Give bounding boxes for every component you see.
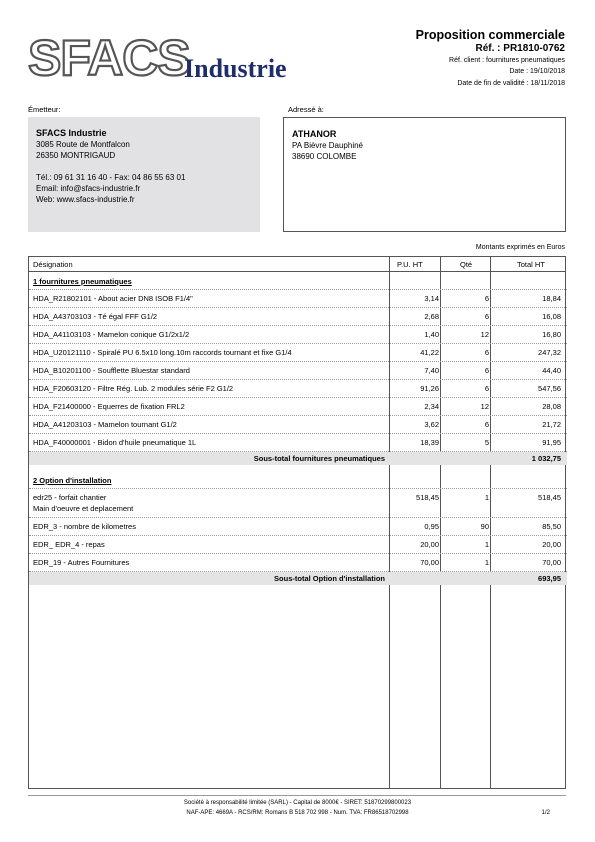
item-unit-price: 0,95 [424, 522, 439, 531]
item-quantity: 12 [480, 402, 489, 411]
item-designation: HDA_R21802101 - About acier DN8 ISOB F1/4" [33, 294, 193, 303]
item-quantity: 6 [484, 348, 489, 357]
sender-address-2: 26350 MONTRIGAUD [36, 151, 116, 160]
item-total: 518,45 [538, 493, 561, 502]
item-unit-price: 91,26 [420, 384, 439, 393]
row-separator [29, 553, 567, 554]
item-designation: edr25 - forfait chantier [33, 493, 107, 502]
item-designation: EDR_ EDR_4 - repas [33, 540, 105, 549]
item-quantity: 1 [484, 540, 489, 549]
item-designation: HDA_A41203103 - Mamelon tournant G1/2 [33, 420, 177, 429]
item-quantity: 1 [484, 493, 489, 502]
item-designation: HDA_A43703103 - Té égal FFF G1/2 [33, 312, 158, 321]
row-separator [29, 361, 567, 362]
subtotal-value: 1 032,75 [531, 454, 561, 463]
item-designation: HDA_A41103103 - Mamelon conique G1/2x1/2 [33, 330, 190, 339]
header-designation: Désignation [33, 260, 73, 269]
item-total: 18,84 [542, 294, 561, 303]
item-unit-price: 41,22 [420, 348, 439, 357]
item-designation: EDR_19 - Autres Fournitures [33, 558, 130, 567]
sender-address-1: 3085 Route de Montfalcon [36, 140, 130, 149]
page-number: 1/2 [541, 810, 550, 816]
item-designation: HDA_F21400000 - Equerres de fixation FRL2 [33, 402, 185, 411]
sender-label: Émetteur: [28, 105, 61, 114]
item-unit-price: 2,34 [424, 402, 439, 411]
row-separator [29, 415, 567, 416]
item-quantity: 12 [480, 330, 489, 339]
item-unit-price: 3,62 [424, 420, 439, 429]
header-total: Total HT [517, 260, 545, 269]
row-separator [29, 343, 567, 344]
row-separator [29, 535, 567, 536]
subtotal-value: 693,95 [538, 574, 561, 583]
item-designation: HDA_U20121110 - Spiralé PU 6.5x10 long.10m raccords tournant et fixe G1/4 [33, 348, 292, 357]
sender-box [28, 117, 260, 232]
row-separator [29, 325, 567, 326]
sender-email: Email: info@sfacs-industrie.fr [36, 184, 141, 193]
item-quantity: 5 [484, 438, 489, 447]
recipient-box [283, 117, 566, 232]
footer-divider [28, 795, 566, 796]
recipient-label: Adressé à: [288, 105, 324, 114]
item-unit-price: 18,39 [420, 438, 439, 447]
row-separator [29, 397, 567, 398]
recipient-address-1: PA Bièvre Dauphiné [292, 141, 364, 150]
item-quantity: 6 [484, 294, 489, 303]
section-title: 2 Option d'installation [33, 476, 112, 485]
validity-date: Date de fin de validité : 18/11/2018 [457, 80, 565, 87]
item-total: 20,00 [542, 540, 561, 549]
document-title: Proposition commerciale [415, 28, 565, 42]
item-unit-price: 2,68 [424, 312, 439, 321]
item-quantity: 6 [484, 312, 489, 321]
recipient-address-2: 38690 COLOMBE [292, 152, 357, 161]
item-total: 91,95 [542, 438, 561, 447]
subtotal-row [29, 572, 567, 585]
subtotal-label: Sous-total Option d'installation [274, 574, 385, 583]
item-total: 28,08 [542, 402, 561, 411]
item-total: 247,32 [538, 348, 561, 357]
item-unit-price: 7,40 [424, 366, 439, 375]
item-quantity: 90 [480, 522, 489, 531]
item-designation-detail: Main d'oeuvre et deplacement [33, 504, 134, 513]
item-quantity: 1 [484, 558, 489, 567]
sender-web: Web: www.sfacs-industrie.fr [36, 195, 135, 204]
item-unit-price: 70,00 [420, 558, 439, 567]
sender-name: SFACS Industrie [36, 128, 107, 138]
item-total: 21,72 [542, 420, 561, 429]
header-quantity: Qté [460, 260, 473, 269]
item-quantity: 6 [484, 366, 489, 375]
item-unit-price: 518,45 [416, 493, 439, 502]
row-separator [29, 307, 567, 308]
document-date: Date : 19/10/2018 [509, 68, 565, 75]
item-designation: HDA_B10201100 - Soufflette Bluestar standard [33, 366, 190, 375]
item-total: 85,50 [542, 522, 561, 531]
currency-note: Montants exprimés en Euros [475, 244, 565, 251]
subtotal-label: Sous-total fournitures pneumatiques [253, 454, 385, 463]
recipient-name: ATHANOR [292, 129, 337, 139]
item-total: 16,80 [542, 330, 561, 339]
client-reference: Réf. client : fournitures pneumatiques [449, 57, 565, 64]
row-separator [29, 488, 567, 489]
row-separator [29, 379, 567, 380]
subtotal-row [29, 452, 567, 465]
footer-legal-1: Société à responsabilité limitée (SARL) - Capital de 8000€ - SIRET: 51870299800023 [183, 800, 412, 806]
logo-main-text: SFACS [28, 30, 190, 86]
item-quantity: 6 [484, 384, 489, 393]
item-unit-price: 1,40 [424, 330, 439, 339]
item-total: 44,40 [542, 366, 561, 375]
item-unit-price: 20,00 [420, 540, 439, 549]
item-total: 16,08 [542, 312, 561, 321]
sender-phone: Tél.: 09 61 31 16 40 - Fax: 04 86 55 63 01 [36, 173, 186, 182]
section-title: 1 fournitures pneumatiques [33, 277, 132, 286]
item-designation: HDA_F40000001 - Bidon d'huile pneumatique 1L [33, 438, 197, 447]
item-designation: EDR_3 - nombre de kilometres [33, 522, 136, 531]
logo-sub-text: Industrie [184, 54, 287, 83]
document-reference: Réf. : PR1810-0762 [475, 43, 565, 54]
row-separator [29, 517, 567, 518]
item-unit-price: 3,14 [424, 294, 439, 303]
footer-legal-2: NAF-APE: 4669A - RCS/RM: Romans B 518 702 998 - Num. TVA: FR86518702998 [186, 810, 409, 816]
item-total: 547,56 [538, 384, 561, 393]
item-quantity: 6 [484, 420, 489, 429]
company-logo [28, 30, 318, 92]
row-separator [29, 289, 567, 290]
header-unit-price: P.U. HT [397, 260, 423, 269]
items-table [28, 256, 566, 789]
item-total: 70,00 [542, 558, 561, 567]
row-separator [29, 433, 567, 434]
item-designation: HDA_F20603120 - Filtre Rég. Lub. 2 modules série F2 G1/2 [33, 384, 234, 393]
